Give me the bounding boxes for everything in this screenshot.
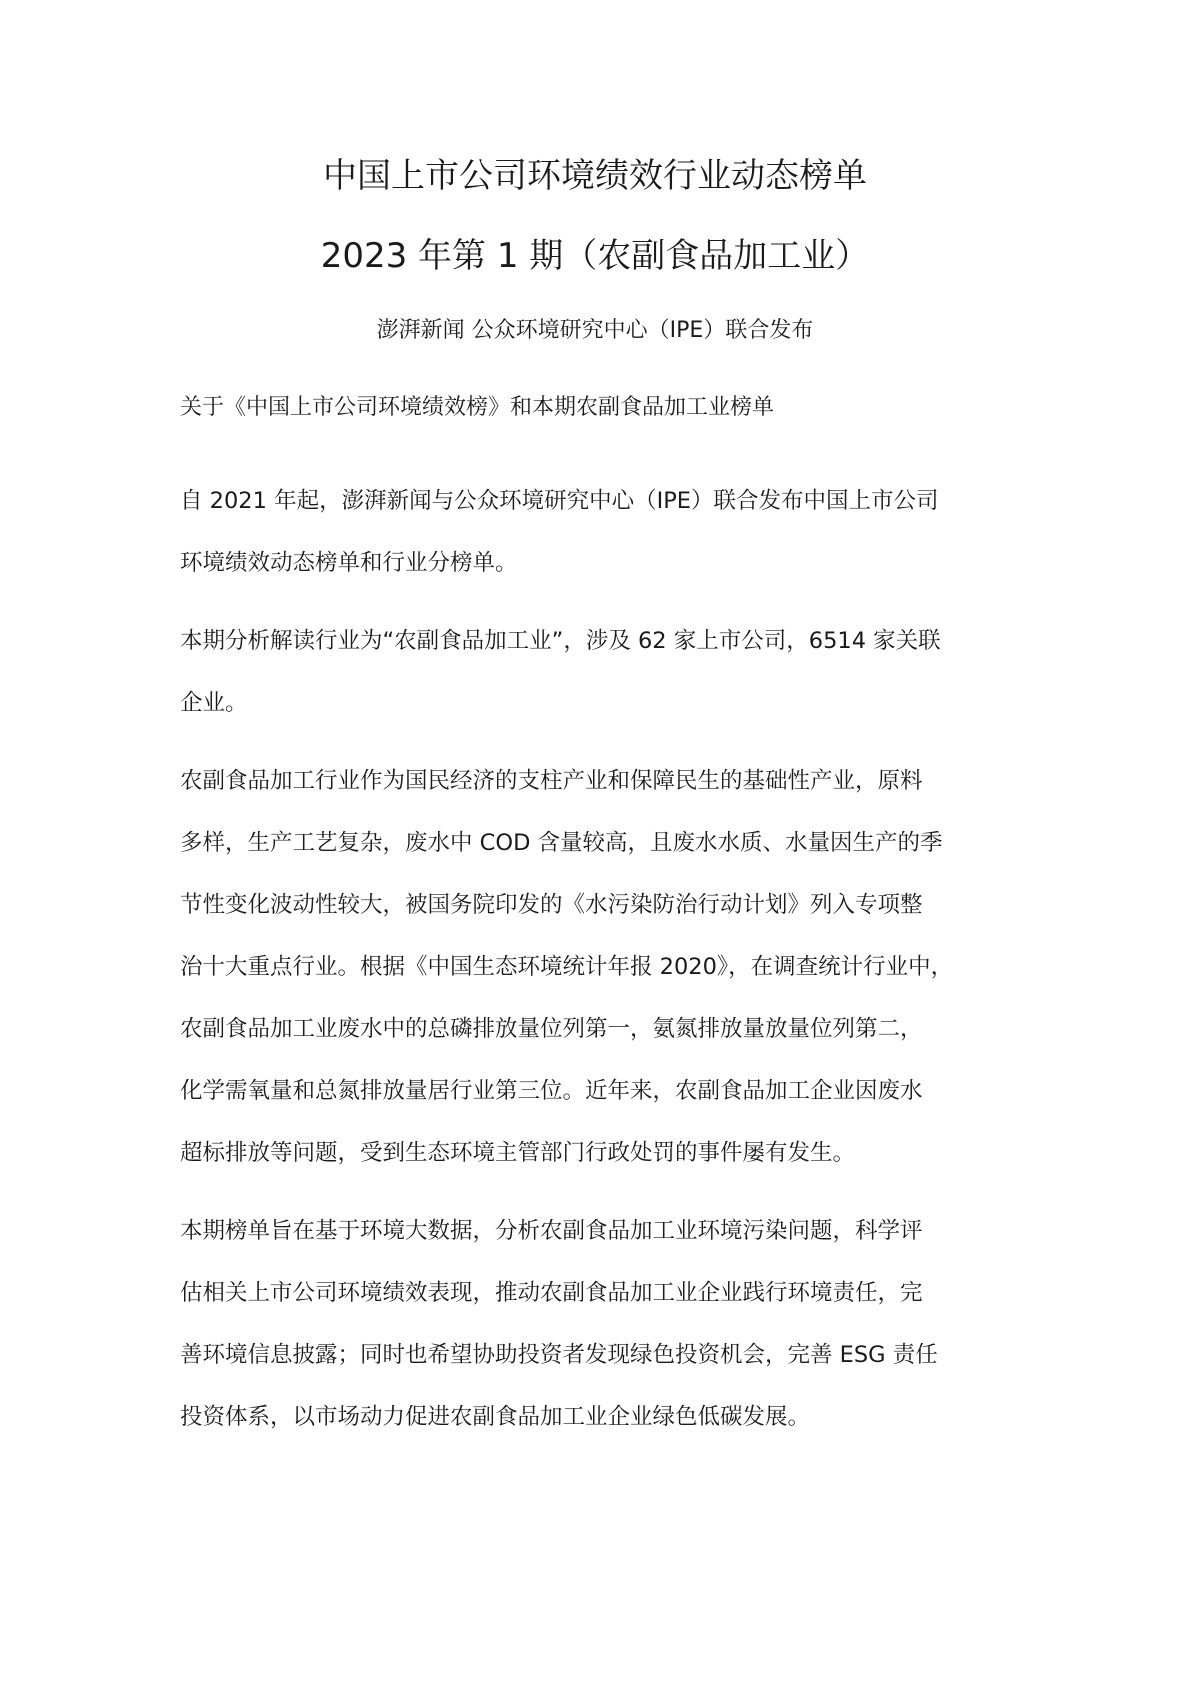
paragraph-line: 自 2021 年起，澎湃新闻与公众环境研究中心（IPE）联合发布中国上市公司 [180, 488, 939, 514]
paragraph-line: 农副食品加工行业作为国民经济的支柱产业和保障民生的基础性产业，原料 [180, 768, 923, 794]
paragraph-scope [180, 610, 1030, 734]
paragraph-line: 多样，生产工艺复杂，废水中 COD 含量较高，且废水水质、水量因生产的季 [180, 830, 943, 856]
paragraph-line: 本期分析解读行业为“农副食品加工业”，涉及 62 家上市公司，6514 家关联 [180, 628, 941, 654]
publisher-line: 澎湃新闻 公众环境研究中心（IPE）联合发布 [376, 318, 814, 343]
document-title-line-1: 中国上市公司环境绩效行业动态榜单 [323, 156, 867, 196]
paragraph-line: 超标排放等问题，受到生态环境主管部门行政处罚的事件屡有发生。 [180, 1140, 856, 1166]
paragraph-industry-background [180, 750, 1030, 1184]
paragraph-line: 本期榜单旨在基于环境大数据，分析农副食品加工业环境污染问题，科学评 [180, 1218, 923, 1244]
paragraph-line: 节性变化波动性较大，被国务院印发的《水污染防治行动计划》列入专项整 [180, 892, 923, 918]
paragraph-line: 农副食品加工业废水中的总磷排放量位列第一，氨氮排放量放量位列第二， [180, 1016, 923, 1042]
document-body [180, 392, 1030, 1464]
paragraph-line: 化学需氧量和总氮排放量居行业第三位。近年来，农副食品加工企业因废水 [180, 1078, 923, 1104]
paragraph-intro [180, 470, 1030, 594]
paragraph-line: 企业。 [180, 690, 248, 716]
paragraph-line: 估相关上市公司环境绩效表现，推动农副食品加工业企业践行环境责任，完 [180, 1280, 923, 1306]
paragraph-line: 投资体系，以市场动力促进农副食品加工业企业绿色低碳发展。 [180, 1404, 811, 1430]
paragraph-purpose [180, 1200, 1030, 1448]
document-title-line-2: 2023 年第 1 期（农副食品加工业） [320, 236, 870, 276]
paragraph-line: 善环境信息披露；同时也希望协助投资者发现绿色投资机会，完善 ESG 责任 [180, 1342, 938, 1368]
paragraph-line: 环境绩效动态榜单和行业分榜单。 [180, 550, 518, 576]
section-heading: 关于《中国上市公司环境绩效榜》和本期农副食品加工业榜单 [180, 395, 775, 420]
paragraph-line: 治十大重点行业。根据《中国生态环境统计年报 2020》，在调查统计行业中， [180, 954, 954, 980]
